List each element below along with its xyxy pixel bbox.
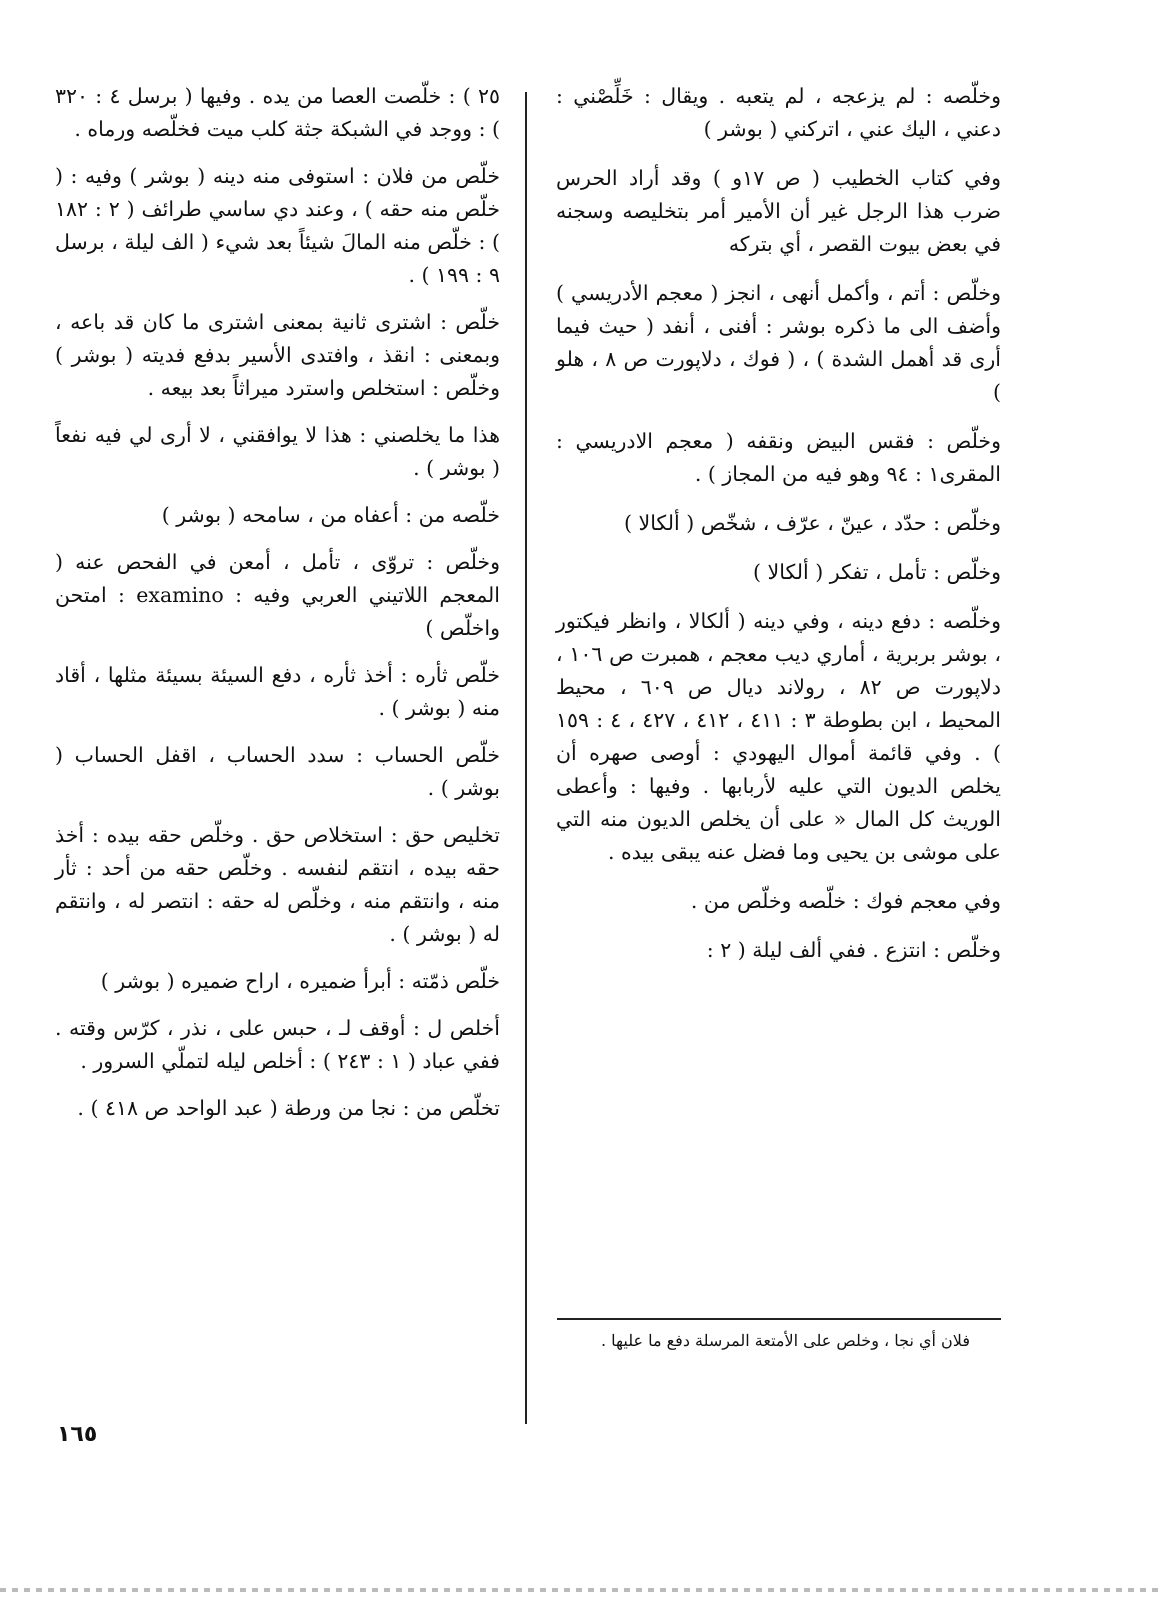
entry-paragraph: هذا ما يخلصني : هذا لا يوافقني ، لا أرى لي فيه نفعاً ( بوشر ) .: [55, 423, 500, 480]
entry-paragraph: وخلّص : انتزع . ففي ألف ليلة ( ٢ :: [706, 938, 1001, 962]
entry-paragraph: تخلّص من : نجا من ورطة ( عبد الواحد ص ٤١٨ ) .: [77, 1096, 500, 1120]
scan-edge-marks: [0, 1588, 1160, 1592]
entry-paragraph: خلّص من فلان : استوفى منه دينه ( بوشر ) وفيه : ( خلّص منه حقه ) ، وعند دي ساسي طرائف ( ٢ : ١٨٢ ) : خلّص منه المالَ شيئاً بعد شيء ( الف ليلة ، برسل ٩ : ١٩٩ ) .: [55, 164, 500, 287]
entry-paragraph: خلّص ثأره : أخذ ثأره ، دفع السيئة بسيئة مثلها ، أقاد منه ( بوشر ) .: [55, 663, 500, 720]
footnote: فلان أي نجا ، وخلص على الأمتعة المرسلة دفع ما عليها .: [600, 1331, 970, 1350]
footnote-divider: [557, 1318, 1001, 1320]
entry-paragraph: وخلّصه : دفع دينه ، وفي دينه ( ألكالا ، وانظر فيكتور ، بوشر بربرية ، أماري ديب معجم ، همبرت ص ١٠٦ ، دلاپورت ص ٨٢ ، رولاند ديال ص ٦٠٩ ، محيط المحيط ، ابن بطوطة ٣ : ٤١١ ، ٤١٢ ، ٤٢٧ ، ٤ : ١٥٩ ) . وفي قائمة أموال اليهودي : أوصى صهره أن يخلص الديون التي عليه لأربابها . وفيها : وأعطى الوريث كل المال « على أن يخلص الديون منه التي على موشى بن يحيى وما فضل عنه يبقى بيده .: [556, 609, 1001, 864]
entry-paragraph: خلّص ذمّته : أبرأ ضميره ، اراح ضميره ( بوشر ): [100, 969, 500, 993]
right-column: [556, 80, 1001, 983]
left-column: [55, 80, 500, 1139]
entry-paragraph: تخليص حق : استخلاص حق . وخلّص حقه بيده : أخذ حقه بيده ، انتقم لنفسه . وخلّص حقه من أحد : ثأر منه ، وانتقم منه ، وخلّص له حقه : انتصر له ، وانتقم له ( بوشر ) .: [55, 823, 500, 946]
entry-paragraph: وخلّص : أتم ، وأكمل أنهى ، انجز ( معجم الأدريسي ) وأضف الى ما ذكره بوشر : أفنى ، أنفد ( حيث فيما أرى قد أهمل الشدة ) ، ( فوك ، دلاپورت ص ٨ ، هلو ): [556, 281, 1001, 404]
entry-paragraph: وخلّصه : لم يزعجه ، لم يتعبه . ويقال : خَلِّصْني : دعني ، اليك عني ، اتركني ( بوشر ): [556, 84, 1001, 141]
entry-paragraph: أخلص ل : أوقف لـ ، حبس على ، نذر ، كرّس وقته . ففي عباد ( ١ : ٢٤٣ ) : أخلص ليله لتملّي السرور .: [55, 1016, 500, 1073]
entry-paragraph: وفي معجم فوك : خلّصه وخلّص من .: [690, 889, 1001, 913]
entry-paragraph: خلّصه من : أعفاه من ، سامحه ( بوشر ): [161, 503, 500, 527]
entry-paragraph: وفي كتاب الخطيب ( ص ١٧و ) وقد أراد الحرس ضرب هذا الرجل غير أن الأمير أمر بتخليصه وسجنه في بعض بيوت القصر ، أي بتركه: [556, 166, 1001, 256]
entry-paragraph: وخلّص : تروّى ، تأمل ، أمعن في الفحص عنه ( المعجم اللاتيني العربي وفيه : examino : امتحن واخلّص ): [55, 550, 500, 640]
entry-paragraph: وخلّص : فقس البيض ونقفه ( معجم الادريسي : المقرى١ : ٩٤ وهو فيه من المجاز ) .: [556, 429, 1001, 486]
entry-paragraph: وخلّص : حدّد ، عينّ ، عرّف ، شخّص ( ألكالا ): [623, 511, 1001, 535]
entry-paragraph: خلّص الحساب : سدد الحساب ، اقفل الحساب ( بوشر ) .: [55, 743, 500, 800]
page-number: ١٦٥: [57, 1422, 98, 1447]
entry-paragraph: ٢٥ ) : خلّصت العصا من يده . وفيها ( برسل ٤ : ٣٢٠ ) : ووجد في الشبكة جثة كلب ميت فخلّصه ورماه .: [55, 84, 500, 141]
entry-paragraph: خلّص : اشترى ثانية بمعنى اشترى ما كان قد باعه ، وبمعنى : انقذ ، وافتدى الأسير بدفع فديته ( بوشر ) وخلّص : استخلص واسترد ميراثاً بعد بيعه .: [55, 310, 500, 400]
entry-paragraph: وخلّص : تأمل ، تفكر ( ألكالا ): [753, 560, 1001, 584]
column-divider: [525, 92, 527, 1424]
